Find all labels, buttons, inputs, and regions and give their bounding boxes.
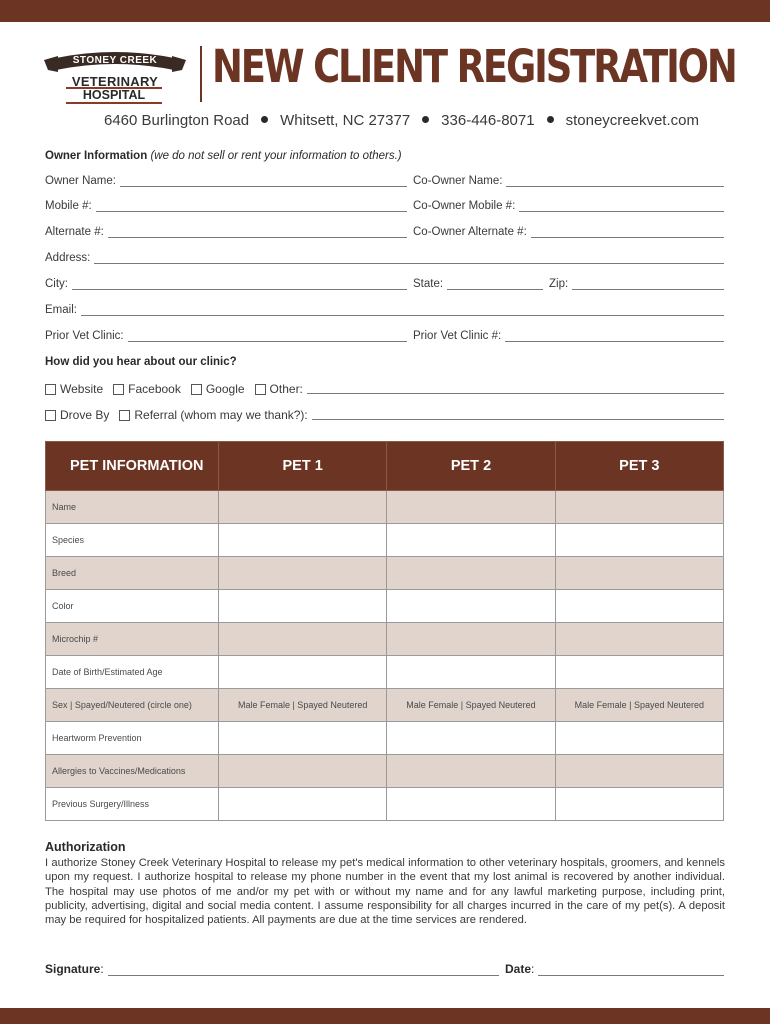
pet3-name-cell[interactable] [555,491,723,524]
pet1-surgery-cell[interactable] [219,788,387,821]
website-label: Website [60,382,104,396]
date-line[interactable] [538,966,724,976]
co-owner-name-label: Co-Owner Name: [413,175,503,187]
other-checkbox[interactable] [255,384,266,395]
row-label-name: Name [46,491,219,524]
pet2-color-cell[interactable] [387,590,555,623]
pet2-heartworm-cell[interactable] [387,722,555,755]
pet1-breed-cell[interactable] [219,557,387,590]
co-owner-alternate-label: Co-Owner Alternate #: [413,226,527,238]
address-field[interactable] [45,252,724,264]
facebook-label: Facebook [128,382,181,396]
mobile-line[interactable] [96,202,407,212]
owner-name-line[interactable] [120,177,407,187]
pet3-allergies-cell[interactable] [555,755,723,788]
pet3-surgery-cell[interactable] [555,788,723,821]
mobile-label: Mobile #: [45,200,92,212]
drove-by-label: Drove By [60,408,110,422]
alternate-line[interactable] [108,228,407,238]
signature-line[interactable] [108,966,499,976]
pet3-microchip-cell[interactable] [555,623,723,656]
prior-vet-line[interactable] [128,332,407,342]
other-line[interactable] [307,384,724,394]
pet3-species-cell[interactable] [555,524,723,557]
table-row [46,524,724,557]
pet1-sex-options[interactable]: Male Female | Spayed Neutered [219,689,387,722]
pet1-dob-cell[interactable] [219,656,387,689]
google-label: Google [205,382,245,396]
table-row [46,623,724,656]
co-owner-name-field[interactable] [413,175,724,187]
pet1-microchip-cell[interactable] [219,623,387,656]
authorization-text: I authorize Stoney Creek Veterinary Hospital to release my pet's medical information to other veterinary hospitals, groomers, and kennels upon my request. I authorize hospital to release my phone number in the event that my lost animal is recovered by another individual. The hospital may use photos of me and/or my pet with or without my name and for any lawful marketing purpose, including print, publicity, advertising, digital and social media content. I assume responsibility for all charges incurred in the care of my pet(s). A deposit may be required for hospitalized patients. All payments are due at the time services are rendered. [45,857,725,927]
google-checkbox[interactable] [191,384,202,395]
pet-table-header [46,442,724,491]
pet1-species-cell[interactable] [219,524,387,557]
email-field[interactable] [45,304,724,316]
bullet-icon [261,116,268,123]
zip-label: Zip: [549,278,569,290]
pet1-header: PET 1 [219,442,387,491]
facebook-checkbox[interactable] [113,384,124,395]
address-line[interactable] [94,254,724,264]
website-option[interactable] [45,382,103,396]
row-label-color: Color [46,590,219,623]
bullet-icon [547,116,554,123]
pet2-header: PET 2 [387,442,555,491]
pet2-name-cell[interactable] [387,491,555,524]
pet1-color-cell[interactable] [219,590,387,623]
city-field[interactable] [45,278,407,290]
contact-address: 6460 Burlington Road [104,112,250,129]
prior-vet-number-line[interactable] [505,332,724,342]
pet1-allergies-cell[interactable] [219,755,387,788]
facebook-option[interactable] [113,382,181,396]
pet2-surgery-cell[interactable] [387,788,555,821]
header-divider [200,46,202,102]
referral-checkbox[interactable] [119,410,130,421]
co-owner-name-line[interactable] [506,177,724,187]
pet2-breed-cell[interactable] [387,557,555,590]
co-owner-mobile-field[interactable] [413,200,724,212]
row-label-heartworm: Heartworm Prevention [46,722,219,755]
page-title: NEW CLIENT REGISTRATION [212,40,736,93]
clinic-logo [44,44,186,104]
contact-website: stoneycreekvet.com [565,112,699,129]
table-row [46,722,724,755]
owner-info-heading [45,150,402,162]
row-label-sex: Sex | Spayed/Neutered (circle one) [46,689,219,722]
prior-vet-number-label: Prior Vet Clinic #: [413,330,502,342]
owner-name-field[interactable] [45,175,407,187]
alternate-field[interactable] [45,226,407,238]
contact-city: Whitsett, NC 27377 [280,112,411,129]
table-row [46,689,724,722]
prior-vet-field[interactable] [45,330,407,342]
state-line[interactable] [447,280,543,290]
email-label: Email: [45,304,77,316]
row-label-breed: Breed [46,557,219,590]
bullet-icon [422,116,429,123]
prior-vet-number-field[interactable] [413,330,724,342]
logo-top-text: STONEY CREEK [72,55,158,66]
co-owner-mobile-line[interactable] [519,202,724,212]
address-label: Address: [45,252,91,264]
table-row [46,590,724,623]
co-owner-mobile-label: Co-Owner Mobile #: [413,200,516,212]
table-row [46,491,724,524]
signature-field[interactable]: Signature : [45,962,499,976]
state-label: State: [413,278,444,290]
website-checkbox[interactable] [45,384,56,395]
drove-by-checkbox[interactable] [45,410,56,421]
state-field[interactable] [413,278,543,290]
other-option[interactable] [255,382,303,396]
referral-option[interactable] [119,408,307,422]
zip-field[interactable] [549,278,724,290]
pet3-sex-options[interactable]: Male Female | Spayed Neutered [555,689,723,722]
pet1-heartworm-cell[interactable] [219,722,387,755]
row-label-allergies: Allergies to Vaccines/Medications [46,755,219,788]
owner-name-label: Owner Name: [45,175,116,187]
city-label: City: [45,278,68,290]
referral-line[interactable] [312,410,724,420]
logo-line-1: VETERINARY [71,74,159,89]
email-line[interactable] [81,306,724,316]
google-option[interactable] [191,382,245,396]
table-row [46,788,724,821]
pet2-microchip-cell[interactable] [387,623,555,656]
pet-info-header: PET INFORMATION [46,442,219,491]
drove-by-option[interactable] [45,408,109,422]
date-label: Date [505,962,532,976]
pet-info-table [45,441,724,821]
city-line[interactable] [72,280,407,290]
pet2-species-cell[interactable] [387,524,555,557]
top-bar [0,0,770,22]
pet2-allergies-cell[interactable] [387,755,555,788]
zip-line[interactable] [572,280,724,290]
pet3-color-cell[interactable] [555,590,723,623]
pet3-dob-cell[interactable] [555,656,723,689]
owner-heading-note: (we do not sell or rent your information to others.) [150,150,402,162]
referral-heading: How did you hear about our clinic? [45,356,237,368]
referral-row-2 [45,408,724,422]
pet1-name-cell[interactable] [219,491,387,524]
alternate-label: Alternate #: [45,226,104,238]
pet2-dob-cell[interactable] [387,656,555,689]
signature-label: Signature [45,962,101,976]
authorization-heading: Authorization [45,840,126,854]
row-label-species: Species [46,524,219,557]
row-label-surgery: Previous Surgery/Illness [46,788,219,821]
other-label: Other: [269,382,303,396]
co-owner-alternate-field[interactable] [413,226,724,238]
mobile-field[interactable] [45,200,407,212]
co-owner-alternate-line[interactable] [531,228,724,238]
row-label-dob: Date of Birth/Estimated Age [46,656,219,689]
prior-vet-label: Prior Vet Clinic: [45,330,124,342]
table-row [46,656,724,689]
contact-line [104,112,699,129]
contact-phone: 336-446-8071 [441,112,535,129]
pet3-heartworm-cell[interactable] [555,722,723,755]
logo-line-2: HOSPITAL [66,87,162,104]
table-row [46,755,724,788]
date-field[interactable]: Date : [505,962,724,976]
pet3-header: PET 3 [555,442,723,491]
referral-row-1 [45,382,724,396]
pet3-breed-cell[interactable] [555,557,723,590]
row-label-microchip: Microchip # [46,623,219,656]
table-row [46,557,724,590]
pet2-sex-options[interactable]: Male Female | Spayed Neutered [387,689,555,722]
owner-heading-text: Owner Information [45,150,148,162]
referral-label: Referral (whom may we thank?): [134,408,308,422]
bottom-bar [0,1008,770,1024]
